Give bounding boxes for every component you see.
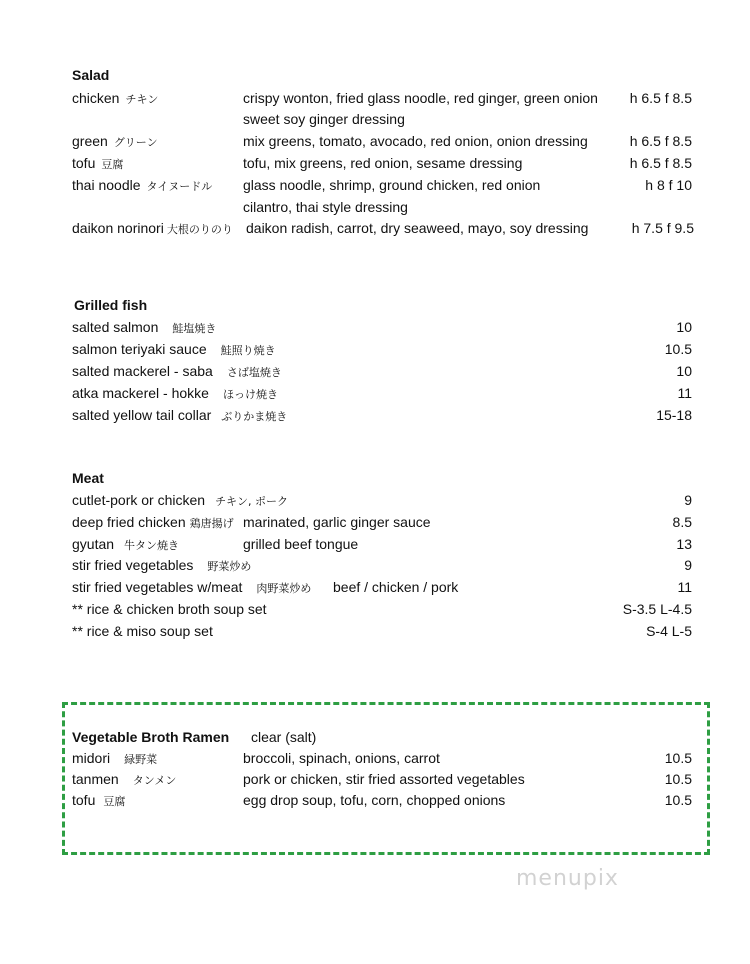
ramen-item-price: 10.5 — [664, 792, 692, 808]
salad-item-price: h 6.5 f 8.5 — [629, 90, 692, 106]
ramen-item-jp: タンメン — [132, 774, 177, 787]
meat-item-name: stir fried vegetables 野菜炒め — [72, 557, 252, 573]
meat-item-desc: grilled beef tongue — [243, 536, 359, 552]
meat-item-jp: 牛タン焼き — [124, 539, 180, 552]
salad-section-title: Salad — [72, 67, 110, 83]
meat-item-desc: beef / chicken / pork — [333, 579, 459, 595]
fish-item-name: salted mackerel - saba さば塩焼き — [72, 363, 282, 379]
meat-item-desc: marinated, garlic ginger sauce — [243, 514, 431, 530]
ramen-item-price: 10.5 — [664, 771, 692, 787]
meat-item-jp: 野菜炒め — [207, 560, 252, 573]
fish-item-jp: 鮭照り焼き — [220, 344, 276, 357]
salad-item-desc: glass noodle, shrimp, ground chicken, red onion — [243, 177, 541, 193]
fish-item-jp: ぶりかま焼き — [221, 410, 288, 423]
vegetable-ramen-section-title: Vegetable Broth Ramen — [72, 729, 230, 745]
meat-set-name: ** rice & chicken broth soup set — [72, 601, 267, 617]
meat-set-name: ** rice & miso soup set — [72, 623, 213, 639]
meat-item-price: 11 — [677, 579, 692, 595]
salad-item-jp: 大根のりのり — [166, 223, 233, 236]
salad-item-price: h 8 f 10 — [645, 177, 692, 193]
meat-item-name: stir fried vegetables w/meat 肉野菜炒め — [72, 579, 312, 595]
ramen-item-name: midori 緑野菜 — [72, 750, 158, 766]
meat-item-jp: チキン, ポーク — [215, 495, 288, 508]
fish-item-jp: 鮭塩焼き — [172, 322, 217, 335]
meat-item-jp: 肉野菜炒め — [256, 582, 312, 595]
fish-item-name: salted salmon 鮭塩焼き — [72, 319, 217, 335]
ramen-item-jp: 豆腐 — [103, 795, 126, 808]
salad-item-price: h 6.5 f 8.5 — [629, 155, 692, 171]
salad-item-jp: タイヌードル — [146, 180, 213, 193]
ramen-item-desc: pork or chicken, stir fried assorted vegetables — [243, 771, 525, 787]
salad-item-price: h 7.5 f 9.5 — [631, 220, 694, 236]
meat-set-price: S-4 L-5 — [646, 623, 692, 639]
meat-item-name: deep fried chicken 鶏唐揚げ — [72, 514, 234, 530]
meat-section-title: Meat — [72, 470, 104, 486]
salad-item-jp: チキン — [125, 93, 159, 106]
vegetable-ramen-subtitle: clear (salt) — [251, 729, 317, 745]
salad-item-name: green グリーン — [72, 133, 158, 149]
salad-item-name: tofu 豆腐 — [72, 155, 124, 171]
fish-item-price: 10.5 — [664, 341, 692, 357]
meat-item-price: 9 — [684, 557, 692, 573]
meat-item-price: 13 — [676, 536, 692, 552]
salad-item-desc: mix greens, tomato, avocado, red onion, onion dressing — [243, 133, 588, 149]
fish-item-jp: さば塩焼き — [226, 366, 282, 379]
salad-item-desc-line2: sweet soy ginger dressing — [243, 111, 405, 127]
meat-item-name: gyutan 牛タン焼き — [72, 536, 180, 552]
grilled-fish-section-title: Grilled fish — [74, 297, 148, 313]
salad-item-jp: グリーン — [113, 136, 158, 149]
salad-item-desc: tofu, mix greens, red onion, sesame dressing — [243, 155, 523, 171]
salad-item-name: daikon norinori 大根のりのり — [72, 220, 233, 236]
meat-set-price: S-3.5 L-4.5 — [622, 601, 692, 617]
ramen-item-jp: 緑野菜 — [124, 753, 158, 766]
ramen-item-name: tanmen タンメン — [72, 771, 177, 787]
salad-item-desc: daikon radish, carrot, dry seaweed, mayo, soy dressing — [246, 220, 589, 236]
salad-item-jp: 豆腐 — [101, 158, 124, 171]
fish-item-price: 10 — [676, 363, 692, 379]
fish-item-price: 10 — [676, 319, 692, 335]
ramen-item-name: tofu 豆腐 — [72, 792, 126, 808]
ramen-item-price: 10.5 — [664, 750, 692, 766]
salad-item-desc-line2: cilantro, thai style dressing — [243, 199, 408, 215]
salad-item-name: thai noodle タイヌードル — [72, 177, 213, 193]
meat-item-price: 8.5 — [672, 514, 692, 530]
salad-item-price: h 6.5 f 8.5 — [629, 133, 692, 149]
salad-item-desc: crispy wonton, fried glass noodle, red ginger, green onion — [243, 90, 598, 106]
fish-item-price: 11 — [677, 385, 692, 401]
ramen-item-desc: broccoli, spinach, onions, carrot — [243, 750, 440, 766]
fish-item-jp: ほっけ焼き — [222, 388, 278, 401]
salad-item-name: chicken チキン — [72, 90, 159, 106]
fish-item-name: atka mackerel - hokke ほっけ焼き — [72, 385, 278, 401]
meat-item-jp: 鶏唐揚げ — [189, 517, 234, 530]
meat-item-price: 9 — [684, 492, 692, 508]
fish-item-name: salmon teriyaki sauce 鮭照り焼き — [72, 341, 276, 357]
fish-item-name: salted yellow tail collar ぶりかま焼き — [72, 407, 288, 423]
meat-item-name: cutlet-pork or chicken チキン, ポーク — [72, 492, 288, 508]
menupix-watermark: menupix — [516, 866, 619, 891]
ramen-item-desc: egg drop soup, tofu, corn, chopped onions — [243, 792, 506, 808]
fish-item-price: 15-18 — [656, 407, 692, 423]
